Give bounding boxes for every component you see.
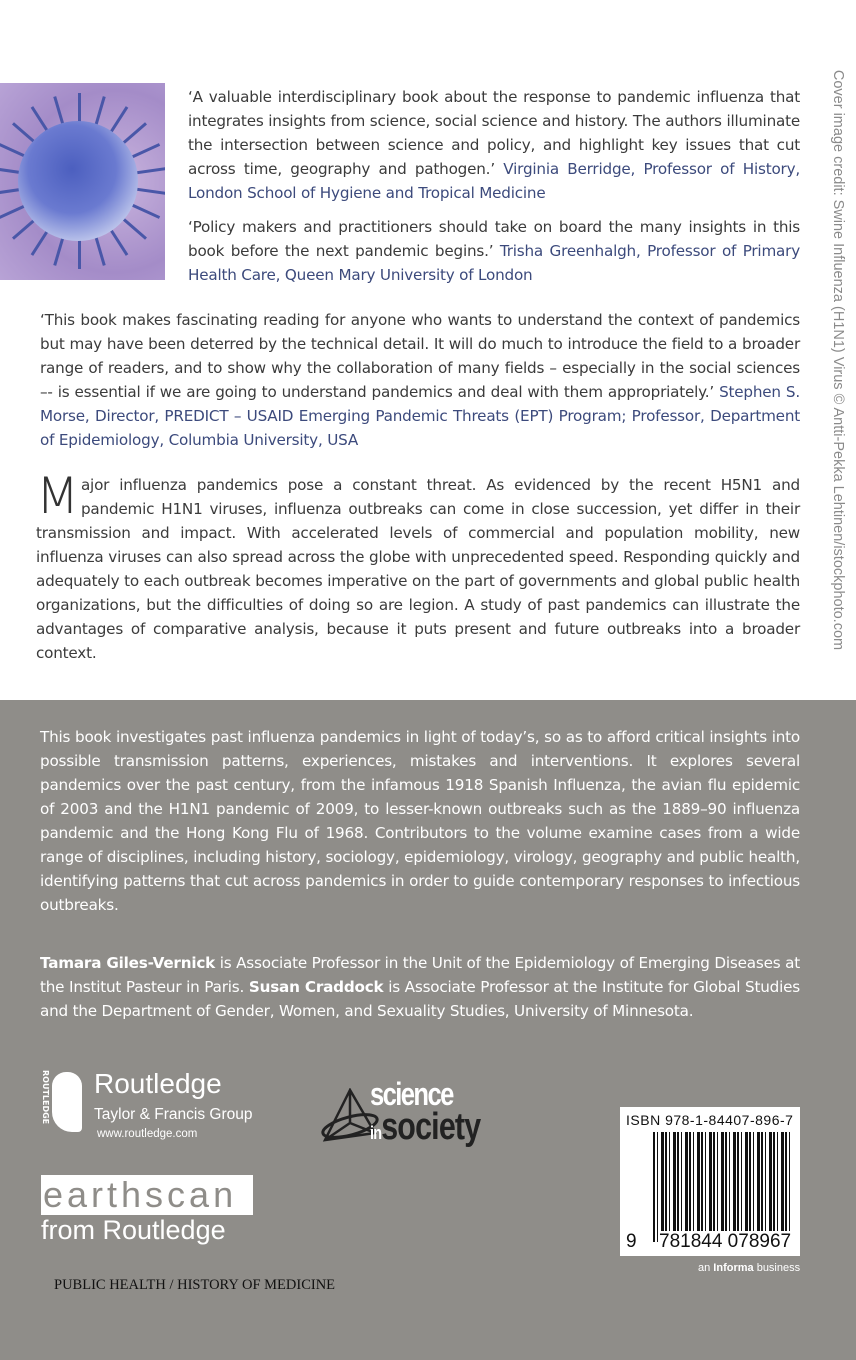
author-bio: is Associate Professor at the Institute for Global Studies and the Department of Gender, Women, and Sexuality Studies, University of Minnesota. [40,978,800,1020]
publisher-url[interactable]: www.routledge.com [97,1128,198,1140]
author-name: Tamara Giles-Vernick [40,954,216,972]
quote-attribution: Trisha Greenhalgh, Professor of Primary Health Care, Queen Mary University of London [188,242,800,284]
subject-category: PUBLIC HEALTH / HISTORY OF MEDICINE [54,1277,336,1293]
quote-text: ‘This book makes fascinating reading for anyone who wants to understand the context of pandemics but may have been deterred by the technical detail. It will do much to introduce the field to a broader range of readers, and to show why the collaboration of many fields – especially in the social sciences –- is essential if we are going to understand pandemics and deal with them appropriately.’ [40,311,800,401]
informa-post: business [753,1262,801,1274]
informa-tagline [698,1262,800,1274]
imprint-sub: from Routledge [41,1215,226,1245]
lower-panel [0,700,856,1360]
intro-text: ajor influenza pandemics pose a constant threat. As evidenced by the recent H5N1 and pandemic H1N1 viruses, influenza outbreaks can come in close succession, yet differ in their transmission and impact. With accelerated levels of commercial and population mobility, new influenza viruses can also spread across the globe with unprecedented speed. Responding quickly and adequately to each outbreak becomes imperative on the part of governments and global public health organizations, but the difficulties of doing so are legion. A study of past pandemics can illustrate the advantages of comparative analysis, because it puts present and future outbreaks into a broader context. [36,476,800,662]
quote-attribution: Stephen S. Morse, Director, PREDICT – USAID Emerging Pandemic Threats (EPT) Program; Professor, Department of Epidemiology, Columbia University, USA [40,383,800,449]
quote-1 [188,85,800,205]
series-logo-line1: science [370,1076,453,1112]
isbn-digit-first: 9 [626,1231,637,1252]
quote-text: ‘A valuable interdisciplinary book about the response to pandemic influenza that integrates insights from science, social science and history. The authors illuminate the intersection between science and policy, and highlight key issues that cut across time, geography and pathogen.’ [188,88,800,178]
publisher-name: Routledge [94,1068,222,1099]
isbn-digits: 781844 078967 [659,1231,792,1252]
isbn-label: ISBN 978-1-84407-896-7 [626,1112,794,1128]
cover-image-credit: Cover image credit: Swine Influenza (H1N1) Virus © Antti-Pekka Lehtinen/istockphoto.com [830,69,846,651]
routledge-emblem: ROUTLEDGE [41,1070,50,1125]
series-logo-line2: society [381,1106,481,1148]
earthscan-wordmark: earthscan [41,1175,253,1215]
author-bios [40,951,800,1023]
publisher-group: Taylor & Francis Group [94,1106,253,1123]
series-logo-in: in [370,1123,382,1143]
author-name: Susan Craddock [248,978,384,996]
description: This book investigates past influenza pandemics in light of today’s, so as to afford critical insights into possible transmission patterns, experiences, mistakes and interventions. It explores several pandemics over the past century, from the infamous 1918 Spanish Influenza, the avian flu epidemic of 2003 and the H1N1 pandemic of 2009, to lesser-known outbreaks such as the 1889–90 influenza pandemic and the Hong Kong Flu of 1968. Contributors to the volume examine cases from a wide range of disciplines, including history, sociology, epidemiology, virology, geography and public health, identifying patterns that cut across pandemics in order to guide contemporary responses to infectious outbreaks. [40,728,800,914]
isbn-barcode [620,1107,800,1256]
earthscan-logo [41,1175,253,1246]
author-bio: is Associate Professor in the Unit of the Epidemiology of Emerging Diseases at the Institut Pasteur in Paris. [40,954,800,996]
quote-3 [40,308,800,452]
drop-cap: M [36,467,79,525]
informa-brand: Informa [713,1262,754,1274]
routledge-logo [40,1068,270,1148]
informa-pre: an [698,1262,714,1274]
quote-2 [188,215,800,287]
quote-text: ‘Policy makers and practitioners should take on board the many insights in this book before the next pandemic begins.’ [188,218,800,260]
quote-attribution: Virginia Berridge, Professor of History, London School of Hygiene and Tropical Medicine [188,160,800,202]
science-in-society-logo [320,1076,510,1150]
intro-paragraph [36,467,800,665]
barcode-bars [653,1132,793,1242]
head-silhouette-icon [52,1072,82,1132]
virus-image [0,83,165,280]
